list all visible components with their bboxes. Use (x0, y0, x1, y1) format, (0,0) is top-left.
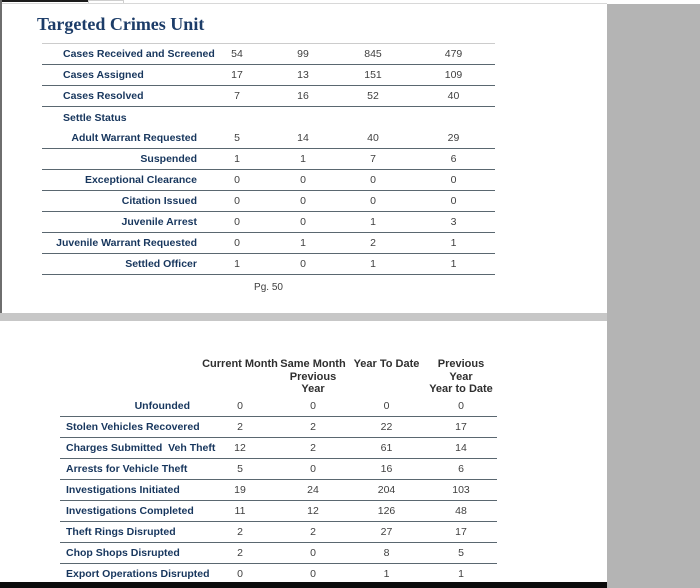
column-header-current-month: Current Month (202, 358, 278, 370)
row-value: 2 (370, 237, 376, 249)
row-label: Settle Status (63, 111, 127, 124)
row-value: 17 (455, 421, 467, 433)
row-value: 5 (237, 463, 243, 475)
page-number: Pg. 50 (254, 282, 283, 293)
table-row (42, 170, 495, 191)
row-value: 151 (364, 69, 382, 81)
row-value: 16 (297, 90, 309, 102)
table-row (42, 212, 495, 233)
table-header-row (60, 358, 497, 396)
row-value: 1 (300, 237, 306, 249)
table-row (60, 396, 497, 417)
row-value: 109 (444, 69, 463, 81)
table-row (60, 438, 497, 459)
row-value: 1 (383, 568, 390, 580)
row-label: Citation Issued (121, 195, 197, 207)
row-value: 2 (310, 421, 316, 433)
row-value: 0 (300, 258, 306, 270)
row-value: 0 (234, 237, 240, 249)
table-row (60, 543, 497, 564)
row-value: 3 (450, 216, 457, 228)
row-value: 19 (234, 484, 246, 496)
column-header-previous-year-to-date: Previous Year Year to Date (429, 358, 493, 395)
row-value: 48 (455, 505, 467, 517)
row-value: 0 (310, 400, 316, 412)
row-value: 0 (458, 400, 464, 412)
row-value: 0 (234, 195, 240, 207)
row-value: 0 (300, 195, 306, 207)
row-value: 0 (300, 216, 306, 228)
row-value: 17 (455, 526, 467, 538)
column-header-year-to-date: Year To Date (353, 358, 420, 370)
row-label: Juvenile Arrest (121, 216, 197, 228)
row-value: 5 (458, 547, 464, 559)
row-label: Charges Submitted Veh Theft (66, 442, 216, 454)
table-row (42, 107, 495, 128)
table-row (42, 191, 495, 212)
row-label: Exceptional Clearance (84, 174, 197, 186)
row-value: 12 (234, 442, 246, 454)
row-label: Cases Received and Screened (63, 48, 215, 60)
row-label: Cases Resolved (63, 90, 144, 102)
row-value: 2 (237, 547, 243, 559)
row-label: Adult Warrant Requested (71, 132, 197, 144)
row-value: 0 (300, 174, 306, 186)
row-value: 0 (237, 400, 243, 412)
row-value: 0 (450, 174, 457, 186)
row-value: 0 (383, 400, 390, 412)
row-value: 0 (370, 195, 376, 207)
row-label: Unfounded (134, 400, 190, 412)
row-value: 5 (234, 132, 240, 144)
vehicle-crimes-table (60, 358, 497, 582)
row-value: 54 (231, 48, 243, 60)
row-label: Cases Assigned (63, 69, 144, 81)
window-edge-artifact (0, 0, 88, 2)
report-page-2 (0, 321, 607, 582)
row-label: Theft Rings Disrupted (66, 526, 176, 538)
row-value: 2 (237, 526, 243, 538)
table-row (60, 459, 497, 480)
row-value: 0 (234, 216, 240, 228)
crimes-summary-table (42, 43, 495, 275)
row-value: 14 (297, 132, 309, 144)
row-value: 126 (377, 505, 396, 517)
row-label: Investigations Initiated (66, 484, 180, 496)
table-row (42, 86, 495, 107)
row-value: 0 (370, 174, 376, 186)
table-row (42, 65, 495, 86)
table-row (42, 233, 495, 254)
report-title: Targeted Crimes Unit (37, 14, 205, 34)
row-label: Stolen Vehicles Recovered (66, 421, 200, 433)
table-row (42, 149, 495, 170)
table-row (60, 480, 497, 501)
row-value: 99 (297, 48, 309, 60)
table-row (60, 564, 497, 582)
row-value: 1 (300, 153, 306, 165)
row-value: 12 (307, 505, 319, 517)
row-value: 2 (310, 526, 316, 538)
row-value: 6 (458, 463, 464, 475)
row-value: 1 (450, 237, 457, 249)
row-value: 22 (380, 421, 393, 433)
row-value: 17 (231, 69, 243, 81)
row-value: 1 (450, 258, 457, 270)
row-value: 0 (234, 174, 240, 186)
row-value: 40 (447, 90, 460, 102)
row-value: 13 (297, 69, 309, 81)
row-value: 0 (450, 195, 457, 207)
row-value: 0 (237, 568, 243, 580)
row-value: 0 (310, 547, 316, 559)
row-value: 27 (380, 526, 393, 538)
row-value: 1 (234, 258, 240, 270)
row-label: Juvenile Warrant Requested (56, 237, 197, 249)
table-row (60, 522, 497, 543)
row-value: 479 (444, 48, 463, 60)
row-value: 0 (310, 568, 316, 580)
row-value: 11 (234, 505, 246, 517)
row-value: 16 (380, 463, 393, 475)
row-label: Investigations Completed (66, 505, 194, 517)
row-value: 1 (458, 568, 464, 580)
row-value: 61 (380, 442, 393, 454)
table-row (42, 44, 495, 65)
page-separator (0, 313, 607, 321)
row-label: Suspended (140, 153, 197, 165)
row-value: 14 (455, 442, 467, 454)
row-value: 103 (452, 484, 470, 496)
row-label: Export Operations Disrupted (66, 568, 210, 580)
table-row (60, 501, 497, 522)
table-row (60, 417, 497, 438)
column-header-same-month-previous-year: Same Month Previous Year (280, 358, 346, 395)
row-value: 1 (370, 258, 376, 270)
report-page-1 (2, 4, 607, 313)
row-value: 24 (307, 484, 319, 496)
row-value: 52 (367, 90, 379, 102)
row-value: 0 (310, 463, 316, 475)
row-value: 2 (310, 442, 316, 454)
row-value: 40 (367, 132, 379, 144)
row-value: 6 (450, 153, 457, 165)
viewer-background-panel (607, 4, 700, 588)
row-value: 845 (364, 48, 382, 60)
table-row (42, 128, 495, 149)
row-value: 8 (383, 547, 390, 559)
row-label: Chop Shops Disrupted (66, 547, 180, 559)
row-value: 1 (234, 153, 240, 165)
table-row (42, 254, 495, 275)
row-value: 1 (370, 216, 376, 228)
row-value: 7 (370, 153, 376, 165)
row-value: 29 (447, 132, 460, 144)
row-label: Settled Officer (125, 258, 197, 270)
window-bottom-bar (0, 582, 607, 588)
row-label: Arrests for Vehicle Theft (66, 463, 188, 475)
row-value: 2 (237, 421, 243, 433)
row-value: 204 (377, 484, 396, 496)
row-value: 7 (234, 90, 240, 102)
